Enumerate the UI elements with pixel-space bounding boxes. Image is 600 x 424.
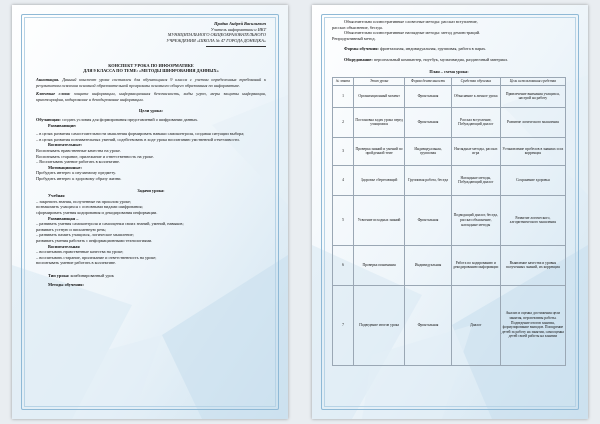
methods-line-3: Объяснительно иллюстративные наглядные методы: метод демонстраций. bbox=[344, 30, 481, 36]
left-page-content bbox=[36, 21, 266, 288]
author-underline bbox=[206, 46, 266, 47]
cell-means: Диалог bbox=[451, 285, 500, 365]
cell-number: 2 bbox=[333, 107, 354, 137]
table-row bbox=[333, 165, 566, 195]
header-stage-number: № этапа bbox=[333, 78, 354, 86]
keywords-paragraph bbox=[36, 91, 266, 102]
cell-stage: Организационный момент bbox=[353, 85, 404, 107]
develop-task-item-1: – развивать умения самоконтроля и самооценки своих знаний, умений, навыков; bbox=[36, 221, 184, 227]
cell-number: 5 bbox=[333, 195, 354, 245]
cell-stage: Подведение итогов урока bbox=[353, 285, 404, 365]
upbr-task-label: Воспитательная bbox=[48, 243, 80, 249]
upbr-task-item-2: – воспитывать старание, прилежание и ответственность на уроке; bbox=[36, 254, 157, 260]
develop-task-item-4: развивать умения работать с информационными технологиями. bbox=[36, 237, 153, 243]
cell-stage: Здоровье сберегающий bbox=[353, 165, 404, 195]
cell-form: Фронтальная bbox=[405, 85, 452, 107]
cell-purpose: Сохранение здоровья bbox=[500, 165, 565, 195]
cell-number: 7 bbox=[333, 285, 354, 365]
cell-purpose: Развитие логического, алгоритмического мышления bbox=[500, 195, 565, 245]
author-position: Учитель информатики и ИКТ bbox=[210, 26, 266, 32]
table-row bbox=[333, 107, 566, 137]
cell-means: Наглядные методы, Побуждающий диалог bbox=[451, 165, 500, 195]
document-title-line-2: ДЛЯ 9 КЛАССА ПО ТЕМЕ: «МЕТОДЫ ШИФРОВАНИЯ ДАННЫХ» bbox=[83, 68, 219, 74]
teach-task-item-2: познакомить учащихся с основными видами шифрования; bbox=[36, 204, 143, 210]
goals-heading: Цели урока: bbox=[139, 108, 163, 114]
develop-task-item-2: развивать устную и письменную речь; bbox=[36, 226, 107, 232]
cell-purpose: Анализ и оценка достижения цели занятия, перспективы работы. Подведение итогов занятия, формулирование выводов. Поощрение детей за работу на занятии, самооценка детей своей работы на занятии bbox=[500, 285, 565, 365]
cell-number: 6 bbox=[333, 245, 354, 285]
equipment-paragraph bbox=[332, 57, 566, 63]
dev-goal-item-2: – в целях развития познавательных умений, содействовать в ходе урока воспитанию умственной отчетливости. bbox=[36, 136, 240, 142]
header-means: Средства обучения bbox=[451, 78, 500, 86]
cell-purpose: Установление пробелов в знаниях и их коррекция bbox=[500, 137, 565, 165]
motiv-goal-item-2: Пробудить интерес к здоровому образу жизни. bbox=[36, 175, 122, 181]
document-title bbox=[36, 63, 266, 74]
cell-form: Индивидуальная, групповая bbox=[405, 137, 452, 165]
tasks-heading: Задачи урока: bbox=[137, 187, 165, 193]
cell-form: Фронтальная bbox=[405, 285, 452, 365]
cell-form: Индивидуальная bbox=[405, 245, 452, 285]
cell-stage: Проверка понимания bbox=[353, 245, 404, 285]
cell-form: Фронтальная bbox=[405, 195, 452, 245]
cell-means: Объяснение к личное урока bbox=[451, 85, 500, 107]
cell-purpose: Развитие логического мышления bbox=[500, 107, 565, 137]
vosp-goal-item-3: – Воспитывать умение работать в коллективе. bbox=[36, 159, 121, 165]
edu-goal-text: создать условия для формирования представлений о шифровании данных. bbox=[61, 117, 199, 123]
table-row bbox=[333, 85, 566, 107]
cell-stage: Усвоение исходных знаний bbox=[353, 195, 404, 245]
equipment-label: Оборудование: bbox=[344, 56, 373, 62]
table-row bbox=[333, 245, 566, 285]
motiv-goals-label: Мотивационные: bbox=[48, 164, 82, 170]
annotation-label: Аннотация. bbox=[36, 77, 60, 83]
teach-task-item-1: – закрепить знания, полученные на прошлом уроке; bbox=[36, 198, 132, 204]
methods-line-2: рассказ объяснение, беседа. bbox=[332, 24, 383, 30]
cell-number: 1 bbox=[333, 85, 354, 107]
dev-goals-label: Развивающие: bbox=[48, 122, 77, 128]
lesson-type-text: комбинированный урок bbox=[70, 272, 114, 278]
vosp-goal-item-2: Воспитывать старание, прилежание и ответственность на уроке. bbox=[36, 153, 155, 159]
develop-task-label: Развивающая – bbox=[48, 215, 79, 221]
keywords-text: защита информации, информационная безопасность, виды угроз, меры защиты информации, криптография, кодирование и декодирование информации. bbox=[36, 91, 266, 102]
author-school-line-1: МУНИЦИПАЛЬНОГО ОБЩЕОБРАЗОВАТЕЛЬНОГО bbox=[167, 32, 266, 38]
cell-means: Наглядные методы, рассказ игра bbox=[451, 137, 500, 165]
lesson-plan-table bbox=[332, 77, 566, 366]
cell-form: Групповая работа, беседа bbox=[405, 165, 452, 195]
edu-goal-label: Обучающая: bbox=[36, 117, 61, 123]
cell-means: Подводящий диалог, беседа, рассказ объяснение, наглядные методы bbox=[451, 195, 500, 245]
cell-purpose: Привлечение внимания учащихся, настрой на работу bbox=[500, 85, 565, 107]
cell-number: 3 bbox=[333, 137, 354, 165]
right-page-content bbox=[332, 19, 566, 366]
keywords-label: Ключевые слова: bbox=[36, 91, 71, 97]
document-title-line-1: КОНСПЕКТ УРОКА ПО ИНФОРМАТИКЕ bbox=[108, 62, 194, 68]
forms-label: Формы обучения: bbox=[344, 46, 379, 52]
header-purpose: Цель использования средства bbox=[500, 78, 565, 86]
forms-paragraph bbox=[332, 46, 566, 52]
vosp-goals-label: Воспитательные: bbox=[48, 142, 82, 148]
header-stage: Этап урока bbox=[353, 78, 404, 86]
equipment-text: персональный компьютер, ноутбук, мультимедиа, раздаточный материал. bbox=[373, 56, 509, 62]
vosp-goal-item-1: Воспитывать нравственные качества на уроке. bbox=[36, 148, 121, 153]
lesson-type-label: Тип урока: bbox=[48, 272, 70, 278]
methods-line-4: Репродуктивный метод. bbox=[332, 35, 376, 41]
methods-label: Методы обучения: bbox=[48, 282, 84, 288]
teach-task-item-3: сформировать умения кодирования и декодирования информации. bbox=[36, 209, 158, 215]
cell-purpose: Выявление качества и уровня полученных знаний, их коррекция bbox=[500, 245, 565, 285]
cell-number: 4 bbox=[333, 165, 354, 195]
cell-form: Фронтальная bbox=[405, 107, 452, 137]
motiv-goal-item-1: Пробудить интерес к изучаемому предмету. bbox=[36, 170, 116, 176]
cell-means: Рассказ вступление, Побуждающий диалог bbox=[451, 107, 500, 137]
dev-goal-item-1: – в целях развития самостоятельности мышления формировать навыки самоконтроля, создавая ситуации выбора; bbox=[36, 131, 245, 137]
table-row bbox=[333, 285, 566, 365]
develop-task-item-3: – развивать память учащихся, логическое мышление; bbox=[36, 232, 134, 238]
cell-means: Работа по кодированию и декодированию информации bbox=[451, 245, 500, 285]
author-block bbox=[36, 21, 266, 47]
upbr-task-item-1: – воспитывать нравственные качества на уроке; bbox=[36, 249, 124, 255]
cell-stage: Постановка задач урока перед учащимися bbox=[353, 107, 404, 137]
author-name: Прадко Андрей Васильевич bbox=[214, 21, 266, 26]
header-activity-form: Форма деятельности bbox=[405, 78, 452, 86]
document-page-right bbox=[312, 5, 588, 419]
document-page-left bbox=[12, 5, 288, 419]
methods-line-1: Объяснительно иллюстративные словесные методы: рассказ вступление, bbox=[344, 19, 478, 24]
cell-stage: Проверка знаний и умений по пройденной теме bbox=[353, 137, 404, 165]
forms-text: фронтальная, индивидуальная, групповая, работа в парах. bbox=[379, 46, 487, 52]
author-school-line-2: УЧРЕЖДЕНИЯ «ШКОЛА № 47 ГОРОДА ДОНЕЦКА» bbox=[166, 37, 266, 43]
teach-task-label: Учебная bbox=[48, 193, 65, 199]
table-row bbox=[333, 195, 566, 245]
table-header-row bbox=[333, 78, 566, 86]
annotation-text: Данный конспект урока составлен для обучающихся 9 класса с учетом определенных требований к результатам освоения основной образовательной программы основного общего образования по информатике. bbox=[36, 77, 266, 88]
upbr-task-item-3: воспитывать умение работать в коллективе. bbox=[36, 260, 116, 266]
annotation-paragraph bbox=[36, 77, 266, 88]
table-row bbox=[333, 137, 566, 165]
plan-title: План – схема урока: bbox=[429, 68, 469, 74]
